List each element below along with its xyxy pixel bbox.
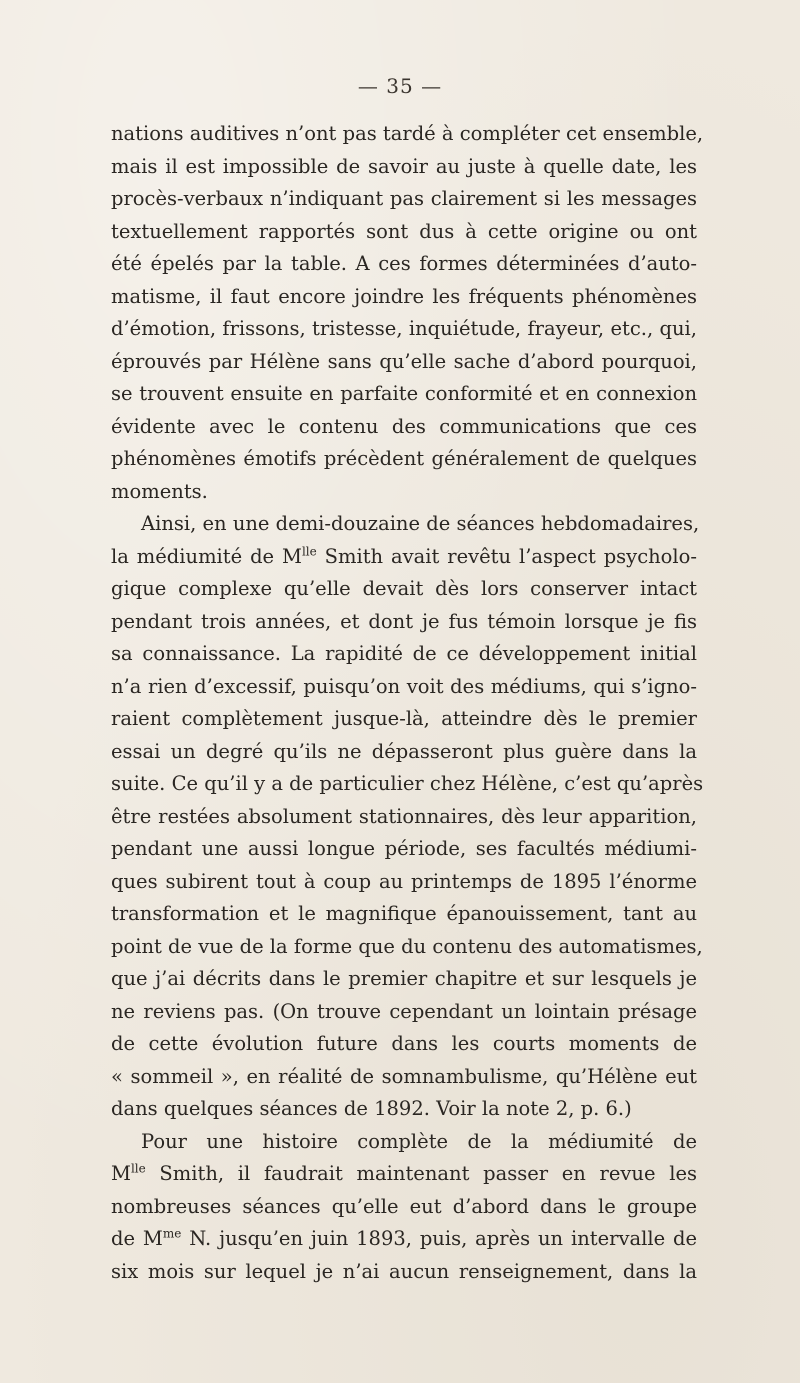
superscript: lle bbox=[130, 1161, 146, 1176]
text-line: d’émotion, frissons, tristesse, inquiétude, frayeur, etc., qui, bbox=[111, 317, 697, 340]
text-line: suite. Ce qu’il y a de particulier chez Hélène, c’est qu’après bbox=[111, 772, 704, 795]
text-run: Smith avait revêtu l’aspect psycholo- bbox=[316, 544, 697, 568]
superscript: me bbox=[162, 1226, 182, 1241]
text-line: phénomènes émotifs précèdent généralement de quelques bbox=[111, 447, 697, 470]
text-line: textuellement rapportés sont dus à cette origine ou ont bbox=[111, 219, 697, 243]
text-line: ques subirent tout à coup au printemps de 1895 l’énorme bbox=[111, 869, 697, 893]
text-line: nombreuses séances qu’elle eut d’abord dans le groupe bbox=[111, 1194, 697, 1218]
text-line: sa connaissance. La rapidité de ce développement initial bbox=[111, 642, 697, 665]
text-line: point de vue de la forme que du contenu des automatismes, bbox=[111, 934, 703, 958]
text-line: se trouvent ensuite en parfaite conformité et en connexion bbox=[111, 382, 697, 405]
text-line: transformation et le magnifique épanouissement, tant au bbox=[111, 902, 697, 925]
text-line: mais il est impossible de savoir au juste à quelle date, les bbox=[111, 154, 697, 178]
text-line: pendant trois années, et dont je fus témoin lorsque je fis bbox=[111, 609, 697, 633]
text-line: « sommeil », en réalité de somnambulisme, qu’Hélène eut bbox=[111, 1064, 697, 1088]
text-line: de cette évolution future dans les courts moments de bbox=[111, 1032, 697, 1055]
text-line bbox=[111, 1223, 697, 1256]
text-line: nations auditives n’ont pas tardé à compléter cet ensemble, bbox=[111, 122, 704, 145]
text-line: matisme, il faut encore joindre les fréquents phénomènes bbox=[111, 284, 697, 308]
text-line: gique complexe qu’elle devait dès lors conserver intact bbox=[111, 577, 697, 600]
text-line: dans quelques séances de 1892. Voir la note 2, p. 6.) bbox=[111, 1097, 632, 1120]
text-line: évidente avec le contenu des communications que ces bbox=[111, 414, 697, 438]
text-line: n’a rien d’excessif, puisqu’on voit des médiums, qui s’igno- bbox=[111, 674, 697, 698]
text-line: essai un degré qu’ils ne dépasseront plus guère dans la bbox=[111, 739, 697, 763]
superscript: lle bbox=[301, 544, 317, 558]
text-run: N. jusqu’en juin 1893, puis, après un intervalle de bbox=[181, 1227, 697, 1250]
text-line: ne reviens pas. (On trouve cependant un lointain présage bbox=[111, 999, 697, 1023]
text-line: raient complètement jusque-là, atteindre dès le premier bbox=[111, 707, 697, 730]
text-run: M bbox=[111, 1162, 131, 1185]
text-line: procès-verbaux n’indiquant pas clairement si les messages bbox=[111, 187, 697, 210]
text-line: être restées absolument stationnaires, dès leur apparition, bbox=[111, 804, 697, 828]
text-line: six mois sur lequel je n’ai aucun renseignement, dans la bbox=[111, 1259, 697, 1283]
text-run: de M bbox=[111, 1227, 163, 1250]
text-line: pendant une aussi longue période, ses facultés médiumi- bbox=[111, 837, 697, 860]
text-line: moments. bbox=[111, 479, 208, 503]
text-line bbox=[111, 541, 697, 574]
text-line: que j’ai décrits dans le premier chapitre et sur lesquels je bbox=[111, 967, 697, 990]
text-line: été épelés par la table. A ces formes déterminées d’auto- bbox=[111, 252, 697, 275]
paragraph-start-line: Pour une histoire complète de la médiumité de bbox=[141, 1129, 697, 1153]
text-line bbox=[111, 1158, 697, 1191]
text-run: Smith, il faudrait maintenant passer en revue les bbox=[145, 1162, 697, 1185]
body-text bbox=[111, 118, 704, 1288]
text-line: éprouvés par Hélène sans qu’elle sache d’abord pourquoi, bbox=[111, 349, 697, 373]
page-number: — 35 — bbox=[357, 74, 443, 98]
text-run: la médiumité de M bbox=[111, 544, 302, 568]
paragraph-start-line: Ainsi, en une demi-douzaine de séances hebdomadaires, bbox=[141, 512, 700, 535]
